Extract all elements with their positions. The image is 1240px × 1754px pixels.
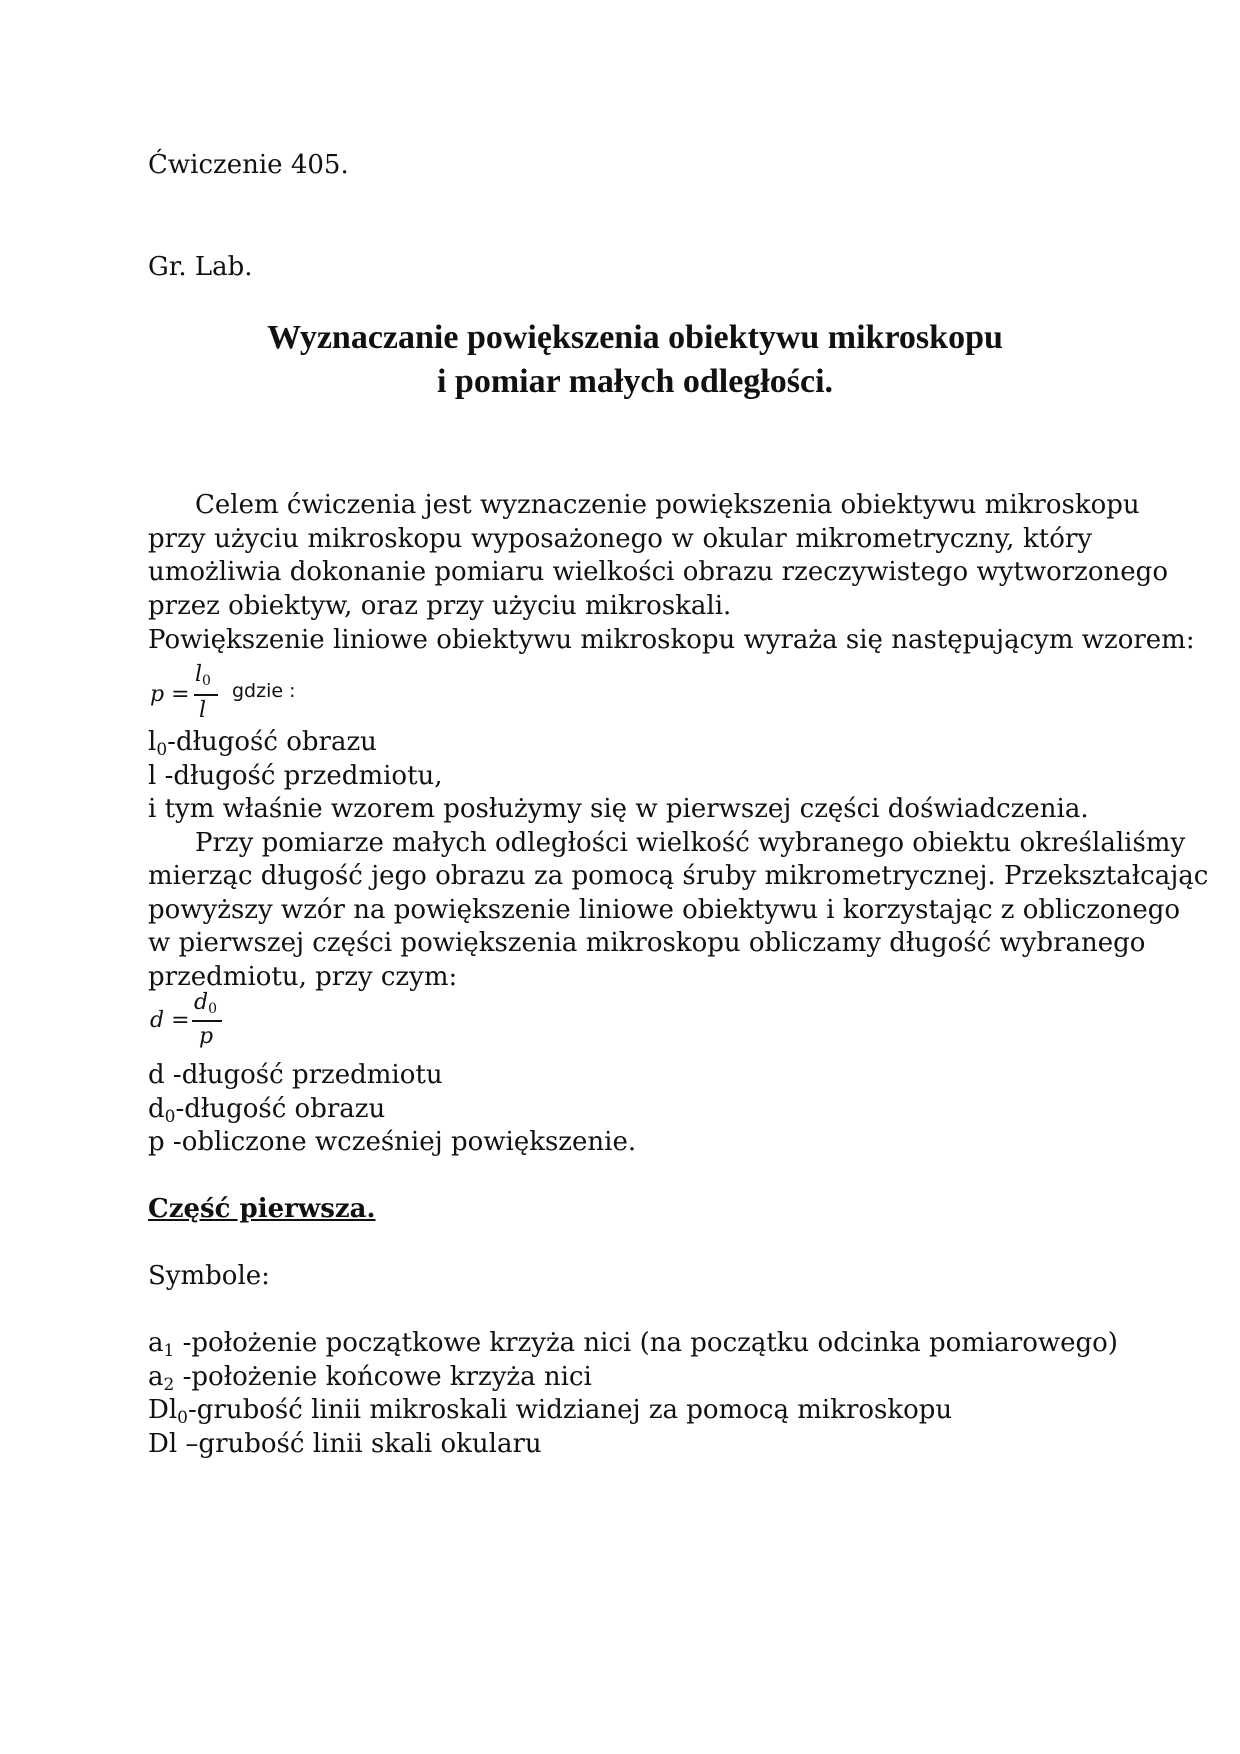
formula-magnification-denominator: l — [199, 698, 207, 723]
symbol-dl: Dl –grubość linii skali okularu — [148, 1429, 542, 1459]
document-title-line-2: i pomiar małych odległości. — [436, 363, 834, 400]
definition-usage-note: i tym właśnie wzorem posłużymy się w pierwszej części doświadczenia. — [148, 794, 1089, 824]
intro-line-5: Powiększenie liniowe obiektywu mikroskopu wyraża się następującym wzorem: — [148, 625, 1195, 655]
exercise-number: Ćwiczenie 405. — [148, 150, 349, 180]
para2-line-1: Przy pomiarze małych odległości wielkość wybranego obiektu określaliśmy — [195, 828, 1186, 858]
intro-line-1: Celem ćwiczenia jest wyznaczenie powiększenia obiektywu mikroskopu — [195, 490, 1140, 520]
formula-object-size-numerator: d0 — [194, 990, 218, 1017]
definition-object-length: l -długość przedmiotu, — [148, 761, 443, 791]
intro-line-3: umożliwia dokonanie pomiaru wielkości obrazu rzeczywistego wytworzonego — [148, 557, 1168, 587]
formula-magnification — [150, 660, 330, 730]
formula-magnification-lhs: p = — [150, 682, 190, 707]
symbol-a2: $a_2$ -położenie końcowe krzyża nici — [148, 1362, 592, 1395]
intro-line-4: przez obiektyw, oraz przy użyciu mikroskali. — [148, 591, 732, 621]
symbol-dl0: $Dl_0$-grubość linii mikroskali widzianej za pomocą mikroskopu — [148, 1395, 953, 1428]
formula-object-size-denominator: p — [199, 1024, 214, 1049]
definition-d-object-length: d -długość przedmiotu — [148, 1060, 443, 1090]
symbol-a1: $a_1$ -położenie początkowe krzyża nici (na początku odcinka pomiarowego) — [148, 1328, 1118, 1361]
lab-group: Gr. Lab. — [148, 252, 253, 282]
document-title-line-1: Wyznaczanie powiększenia obiektywu mikroskopu — [267, 319, 1003, 356]
formula-object-size-lhs: d = — [150, 1008, 190, 1033]
section-heading-part-one: Część pierwsza. — [148, 1194, 376, 1224]
fraction-bar — [192, 1020, 222, 1022]
intro-line-2: przy użyciu mikroskopu wyposażonego w okular mikrometryczny, który — [148, 524, 1092, 554]
fraction-bar — [194, 694, 218, 696]
definition-d0-image-length: $d_0$-długość obrazu — [148, 1094, 386, 1127]
symbols-label: Symbole: — [148, 1261, 270, 1291]
para2-line-3: powyższy wzór na powiększenie liniowe obiektywu i korzystając z obliczonego — [148, 895, 1181, 925]
formula-magnification-numerator: l0 — [195, 662, 211, 689]
definition-p-magnification: p -obliczone wcześniej powiększenie. — [148, 1127, 637, 1157]
para2-line-2: mierząc długość jego obrazu za pomocą śruby mikrometrycznej. Przekształcając — [148, 861, 1209, 891]
para2-line-4: w pierwszej części powiększenia mikroskopu obliczamy długość wybranego — [148, 928, 1146, 958]
definition-image-length: $l_0$-długość obrazu — [148, 727, 377, 760]
formula-note-where: gdzie : — [232, 680, 296, 702]
formula-object-size — [150, 990, 290, 1058]
para2-line-5: przedmiotu, przy czym: — [148, 962, 458, 992]
